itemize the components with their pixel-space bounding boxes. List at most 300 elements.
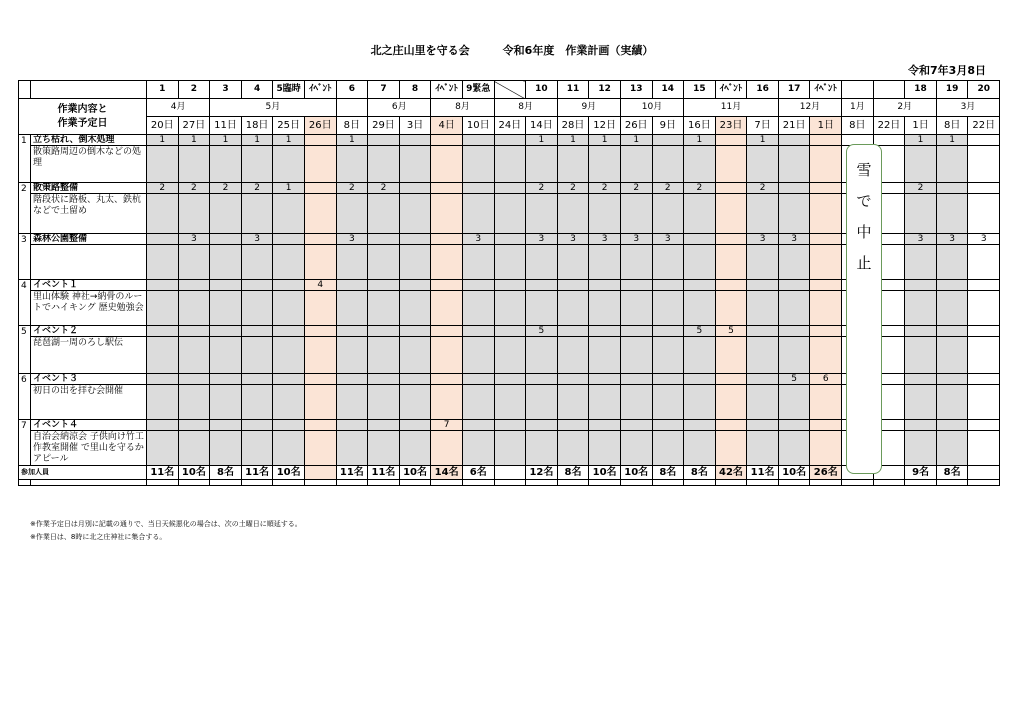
task-detail-cell: [526, 146, 558, 183]
task-detail-cell: [810, 291, 842, 326]
task-value: 1: [905, 135, 937, 146]
month-label: 4月: [147, 99, 210, 117]
task-value: [652, 374, 684, 385]
task-detail-cell: [462, 385, 494, 420]
task-detail-cell: [368, 291, 400, 326]
spacer-cell: [273, 480, 305, 486]
attendance-value: 6名: [462, 466, 494, 480]
work-number: 17: [778, 81, 810, 99]
spacer-cell: [684, 480, 716, 486]
task-detail-cell: [936, 245, 968, 280]
task-detail-cell: [273, 385, 305, 420]
task-value: [589, 420, 621, 431]
task-value: 1: [178, 135, 210, 146]
task-detail-cell: [557, 291, 589, 326]
task-value: [936, 326, 968, 337]
task-value: [273, 326, 305, 337]
task-detail-cell: [684, 291, 716, 326]
task-detail-cell: [557, 385, 589, 420]
task-value: [368, 374, 400, 385]
task-value: 5: [526, 326, 558, 337]
day-label: 10日: [462, 117, 494, 135]
spacer-cell: [526, 480, 558, 486]
day-label: 26日: [620, 117, 652, 135]
task-value: [652, 420, 684, 431]
task-detail-cell: [210, 291, 242, 326]
task-value: [241, 420, 273, 431]
spacer-cell: [810, 480, 842, 486]
task-detail-cell: [905, 337, 937, 374]
task-detail-cell: [715, 385, 747, 420]
task-value: 3: [557, 234, 589, 245]
task-value: [810, 420, 842, 431]
task-detail-cell: [431, 337, 463, 374]
task-value: 1: [747, 135, 779, 146]
task-detail-cell: [273, 337, 305, 374]
day-label: 9日: [652, 117, 684, 135]
task-detail-cell: [684, 194, 716, 234]
task-value: [715, 280, 747, 291]
task-value: [399, 374, 431, 385]
task-detail-cell: [526, 194, 558, 234]
spacer-cell: [431, 480, 463, 486]
task-value: 5: [684, 326, 716, 337]
attendance-value: 11名: [147, 466, 179, 480]
task-value: [968, 326, 1000, 337]
work-number: 12: [589, 81, 621, 99]
task-detail-cell: [336, 291, 368, 326]
task-detail-cell: [210, 385, 242, 420]
task-detail-cell: [968, 337, 1000, 374]
task-detail-cell: [968, 245, 1000, 280]
task-number: 1: [19, 135, 31, 183]
task-value: 5: [778, 374, 810, 385]
day-label: 8日: [842, 117, 874, 135]
task-detail-cell: [715, 245, 747, 280]
task-value: [747, 280, 779, 291]
task-value: [905, 280, 937, 291]
task-value: 1: [936, 135, 968, 146]
snow-cancel-note: [846, 144, 882, 474]
spacer-cell: [462, 480, 494, 486]
task-detail-cell: [589, 337, 621, 374]
task-detail-cell: [652, 245, 684, 280]
spacer-row: [19, 480, 1000, 486]
footnotes: [30, 518, 302, 544]
task-value: 2: [178, 183, 210, 194]
task-detail-cell: [368, 431, 400, 466]
task-value: [494, 420, 526, 431]
attendance-value: 8名: [936, 466, 968, 480]
task-detail-cell: [557, 245, 589, 280]
day-label: 1日: [810, 117, 842, 135]
task-number: 4: [19, 280, 31, 326]
spacer-cell: [589, 480, 621, 486]
task-detail-cell: [210, 194, 242, 234]
task-value: [462, 135, 494, 146]
task-value: [368, 326, 400, 337]
task-value: [273, 374, 305, 385]
task-detail-cell: [652, 337, 684, 374]
task-detail-cell: [778, 291, 810, 326]
task-detail-cell: [147, 337, 179, 374]
spacer-cell: [19, 480, 31, 486]
attendance-value: 11名: [241, 466, 273, 480]
task-detail-cell: [368, 337, 400, 374]
task-detail-cell: [968, 385, 1000, 420]
task-detail-cell: [715, 431, 747, 466]
task-detail-cell: [810, 194, 842, 234]
task-value: [273, 234, 305, 245]
task-value: 3: [652, 234, 684, 245]
day-label: 28日: [557, 117, 589, 135]
task-detail-cell: [241, 245, 273, 280]
task-detail-cell: [147, 194, 179, 234]
task-detail-cell: [936, 431, 968, 466]
task-value: 2: [526, 183, 558, 194]
task-value: [368, 280, 400, 291]
task-value: 2: [905, 183, 937, 194]
task-detail-cell: [241, 385, 273, 420]
task-value: [905, 326, 937, 337]
day-label: 22日: [968, 117, 1000, 135]
task-value: [810, 183, 842, 194]
task-detail-cell: [747, 291, 779, 326]
day-label: 7日: [747, 117, 779, 135]
work-number: 15: [684, 81, 716, 99]
task-detail-cell: [810, 245, 842, 280]
task-value: 5: [715, 326, 747, 337]
attendance-value: 8名: [557, 466, 589, 480]
snow-char: で: [856, 192, 872, 210]
task-detail-cell: [304, 146, 336, 183]
task-value: [178, 326, 210, 337]
task-value: [905, 420, 937, 431]
task-detail-cell: [273, 194, 305, 234]
attendance-value: 10名: [589, 466, 621, 480]
day-label: 16日: [684, 117, 716, 135]
task-value: 2: [684, 183, 716, 194]
task-value: 2: [747, 183, 779, 194]
task-value: [620, 280, 652, 291]
task-title: イベント４: [31, 420, 147, 431]
task-value: [936, 183, 968, 194]
attendance-value: 14名: [431, 466, 463, 480]
task-detail-cell: [620, 385, 652, 420]
task-value: [178, 280, 210, 291]
corner-cell: [31, 81, 147, 99]
footnote-2: ※作業日は、8時に北之庄神社に集合する。: [30, 533, 167, 541]
snow-char: 中: [856, 223, 872, 241]
task-number: 3: [19, 234, 31, 280]
spacer-cell: [968, 480, 1000, 486]
task-detail-cell: [494, 194, 526, 234]
task-value: [241, 326, 273, 337]
task-value: [778, 135, 810, 146]
task-detail-cell: [462, 431, 494, 466]
task-detail-cell: [368, 194, 400, 234]
task-value: [241, 374, 273, 385]
task-value: [526, 280, 558, 291]
task-value: 1: [684, 135, 716, 146]
task-value: [526, 374, 558, 385]
task-detail-cell: [620, 194, 652, 234]
task-detail-cell: [399, 245, 431, 280]
snow-char: 止: [856, 254, 872, 272]
task-detail-cell: [810, 431, 842, 466]
task-value: [304, 420, 336, 431]
day-label: 21日: [778, 117, 810, 135]
task-value: [241, 280, 273, 291]
task-value: 3: [462, 234, 494, 245]
spacer-cell: [620, 480, 652, 486]
attendance-value: [968, 466, 1000, 480]
task-value: [810, 326, 842, 337]
day-label: 8日: [336, 117, 368, 135]
task-value: [399, 280, 431, 291]
task-detail-cell: [462, 337, 494, 374]
header-day-row: [19, 117, 1000, 135]
task-detail-cell: [336, 146, 368, 183]
task-value: [810, 280, 842, 291]
task-detail-cell: [304, 291, 336, 326]
task-detail-cell: [178, 194, 210, 234]
task-detail-cell: [273, 146, 305, 183]
task-detail-cell: [431, 194, 463, 234]
work-number: 13: [620, 81, 652, 99]
task-value: [715, 183, 747, 194]
task-value: [368, 234, 400, 245]
work-number: ｲﾍﾞﾝﾄ: [304, 81, 336, 99]
task-detail-cell: [147, 385, 179, 420]
task-detail-cell: [905, 431, 937, 466]
work-number: 4: [241, 81, 273, 99]
task-value: [210, 234, 242, 245]
task-value: 7: [431, 420, 463, 431]
task-value: 3: [241, 234, 273, 245]
month-label: 2月: [873, 99, 936, 117]
task-detail-cell: [936, 194, 968, 234]
task-title: 森林公園整備: [31, 234, 147, 245]
work-number: 6: [336, 81, 368, 99]
task-value: [494, 135, 526, 146]
work-number: ｲﾍﾞﾝﾄ: [715, 81, 747, 99]
task-value: [968, 374, 1000, 385]
task-title: イベント１: [31, 280, 147, 291]
task-detail-cell: [304, 431, 336, 466]
task-detail-cell: [968, 431, 1000, 466]
attendance-value: 12名: [526, 466, 558, 480]
task-value: [147, 420, 179, 431]
task-value: [526, 420, 558, 431]
task-value: [652, 326, 684, 337]
task-detail-cell: [684, 385, 716, 420]
task-detail-cell: [589, 245, 621, 280]
task-description: 自治会納涼会 子供向け竹工作教室開催 で里山を守るかアピール: [31, 431, 147, 466]
task-value: [968, 135, 1000, 146]
task-value: [399, 234, 431, 245]
task-detail-cell: [747, 146, 779, 183]
task-value: [684, 234, 716, 245]
day-label: 3日: [399, 117, 431, 135]
task-value: 3: [336, 234, 368, 245]
task-value: 1: [557, 135, 589, 146]
task-title: 散策路整備: [31, 183, 147, 194]
work-number: 11: [557, 81, 589, 99]
work-number: 18: [905, 81, 937, 99]
task-value: [778, 326, 810, 337]
header-label: [19, 99, 147, 135]
task-detail-cell: [810, 146, 842, 183]
task-detail-cell: [399, 291, 431, 326]
day-label: 23日: [715, 117, 747, 135]
work-number: 7: [368, 81, 400, 99]
work-number: [873, 81, 905, 99]
month-label: 5月: [210, 99, 336, 117]
task-detail-cell: [336, 385, 368, 420]
task-detail-cell: [304, 337, 336, 374]
month-label: 1月: [842, 99, 874, 117]
task-detail-cell: [494, 146, 526, 183]
task-value: [462, 374, 494, 385]
task-detail-cell: [905, 146, 937, 183]
task-value: [336, 280, 368, 291]
task-value: [368, 135, 400, 146]
task-value: [778, 280, 810, 291]
task-value: 1: [589, 135, 621, 146]
attendance-value: 10名: [778, 466, 810, 480]
header-number-row: [19, 81, 1000, 99]
task-detail-cell: [399, 385, 431, 420]
day-label: 8日: [936, 117, 968, 135]
task-detail-cell: [715, 337, 747, 374]
task-value: [431, 183, 463, 194]
task-detail-cell: [968, 194, 1000, 234]
spacer-cell: [936, 480, 968, 486]
day-label: 24日: [494, 117, 526, 135]
task-detail-cell: [810, 385, 842, 420]
attendance-value: [304, 466, 336, 480]
task-value: [589, 280, 621, 291]
task-detail-cell: [526, 385, 558, 420]
spacer-cell: [241, 480, 273, 486]
task-detail-cell: [399, 337, 431, 374]
task-value: [336, 420, 368, 431]
task-value: [652, 135, 684, 146]
task-detail-cell: [589, 146, 621, 183]
task-value: [557, 326, 589, 337]
task-detail-cell: [304, 245, 336, 280]
task-value: [431, 374, 463, 385]
task-detail-cell: [905, 245, 937, 280]
task-value: [873, 135, 905, 146]
spacer-cell: [715, 480, 747, 486]
task-value: [747, 420, 779, 431]
task-detail-cell: [589, 291, 621, 326]
task-value: [968, 183, 1000, 194]
spacer-cell: [210, 480, 242, 486]
task-value: [399, 420, 431, 431]
task-detail-cell: [936, 337, 968, 374]
spacer-cell: [842, 480, 874, 486]
task-detail-cell: [178, 431, 210, 466]
month-label: 6月: [368, 99, 431, 117]
task-detail-cell: [273, 245, 305, 280]
snow-char: 雪: [856, 161, 872, 179]
task-detail-cell: [747, 194, 779, 234]
task-value: [589, 326, 621, 337]
task-detail-cell: [620, 146, 652, 183]
task-value: [431, 135, 463, 146]
task-detail-cell: [494, 431, 526, 466]
task-value: [810, 234, 842, 245]
task-detail-cell: [620, 337, 652, 374]
task-detail-cell: [557, 431, 589, 466]
task-detail-cell: [178, 245, 210, 280]
spacer-cell: [304, 480, 336, 486]
attendance-value: 11名: [336, 466, 368, 480]
task-detail-cell: [715, 291, 747, 326]
task-detail-cell: [778, 245, 810, 280]
attendance-value: 11名: [747, 466, 779, 480]
task-detail-cell: [936, 291, 968, 326]
spacer-cell: [31, 480, 147, 486]
task-value: 2: [620, 183, 652, 194]
task-detail-cell: [526, 337, 558, 374]
day-label: 1日: [905, 117, 937, 135]
work-number: 10: [526, 81, 558, 99]
task-detail-cell: [684, 337, 716, 374]
task-value: 3: [936, 234, 968, 245]
task-detail-cell: [715, 146, 747, 183]
task-value: [147, 280, 179, 291]
task-detail-cell: [589, 194, 621, 234]
task-detail-cell: [336, 431, 368, 466]
task-detail-cell: [241, 337, 273, 374]
task-detail-cell: [462, 291, 494, 326]
task-value: 1: [336, 135, 368, 146]
task-value: 2: [210, 183, 242, 194]
task-value: [399, 326, 431, 337]
task-detail-cell: [210, 337, 242, 374]
task-value: [178, 374, 210, 385]
month-label: 3月: [936, 99, 999, 117]
task-value: [652, 280, 684, 291]
task-value: [462, 183, 494, 194]
task-detail-cell: [778, 194, 810, 234]
task-value: 4: [304, 280, 336, 291]
task-detail-cell: [936, 385, 968, 420]
attendance-value: 11名: [368, 466, 400, 480]
task-value: [968, 420, 1000, 431]
task-detail-cell: [462, 194, 494, 234]
task-value: 2: [557, 183, 589, 194]
task-number: 2: [19, 183, 31, 234]
diagonal-cell: [494, 81, 526, 99]
task-detail-cell: [526, 291, 558, 326]
task-description: 階段状に路板、丸太、鉄杭などで土留め: [31, 194, 147, 234]
month-label: [336, 99, 368, 117]
task-value: [431, 280, 463, 291]
task-detail-cell: [147, 146, 179, 183]
task-description: [31, 245, 147, 280]
task-detail-cell: [652, 385, 684, 420]
work-number: 9緊急: [462, 81, 494, 99]
task-detail-cell: [368, 245, 400, 280]
day-label: 29日: [368, 117, 400, 135]
task-value: 3: [968, 234, 1000, 245]
task-value: [399, 135, 431, 146]
